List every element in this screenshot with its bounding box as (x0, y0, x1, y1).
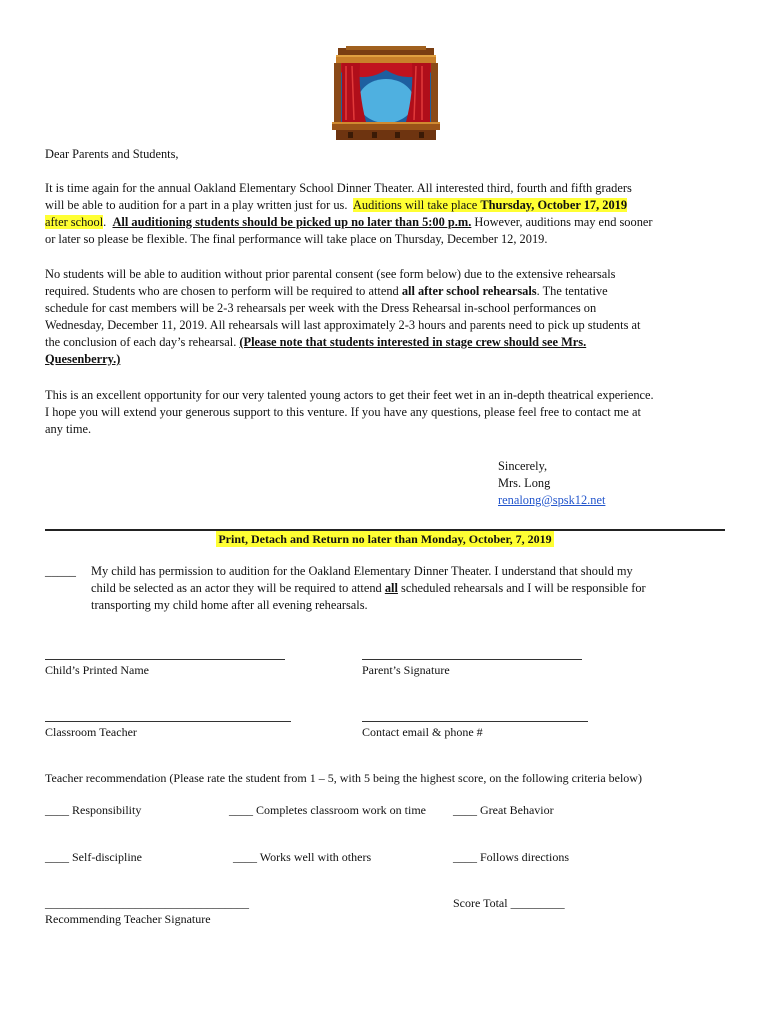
p3-line1: This is an excellent opportunity for our very talented young actors to get their feet wet in an in-depth theatrical experience. (45, 388, 654, 402)
p1-line4: or later so please be flexible. The final performance will take place on Thursday, December 12, 2019. (45, 232, 548, 246)
consent-line3: transporting my child home after all evening rehearsals. (91, 598, 368, 612)
recommending-signature-label: Recommending Teacher Signature (45, 912, 211, 926)
signer-name: Mrs. Long (498, 476, 551, 490)
classroom-teacher-line[interactable] (45, 721, 291, 722)
p2-line3: schedule for cast members will be 2-3 rehearsals per week with the Dress Rehearsal in-school performances on (45, 301, 597, 315)
theater-stage-icon (332, 46, 440, 140)
criterion-classroom-work: ____ Completes classroom work on time (229, 803, 426, 817)
recommendation-intro: Teacher recommendation (Please rate the student from 1 – 5, with 5 being the highest score, on the following criteria below) (45, 771, 642, 785)
p3-line2: I hope you will extend your generous support to this venture. If you have any questions, please feel free to contact me at (45, 405, 641, 419)
criterion-self-discipline: ____ Self-discipline (45, 850, 142, 864)
greeting: Dear Parents and Students, (45, 147, 179, 161)
p1-line1: It is time again for the annual Oakland Elementary School Dinner Theater. All interested third, fourth and fifth graders (45, 181, 632, 195)
contact-line[interactable] (362, 721, 588, 722)
p2-line2: required. Students who are chosen to perform will be required to attend all after school rehearsals. The tentative (45, 284, 608, 298)
pickup-notice: All auditioning students should be picked up no later than 5:00 p.m. (112, 215, 472, 229)
criterion-behavior: ____ Great Behavior (453, 803, 554, 817)
p2-line1: No students will be able to audition without prior parental consent (see form below) due to the extensive rehearsals (45, 267, 616, 281)
slip-title: Print, Detach and Return no later than Monday, October, 7, 2019 (218, 532, 552, 546)
criterion-follows-directions: ____ Follows directions (453, 850, 569, 864)
consent-line1: My child has permission to audition for the Oakland Elementary Dinner Theater. I understand that should my (91, 564, 633, 578)
criterion-responsibility: ____ Responsibility (45, 803, 142, 817)
criterion-works-with-others: ____ Works well with others (233, 850, 372, 864)
p1-line3: after school. All auditioning students should be picked up no later than 5:00 p.m. However, auditions may end sooner (45, 215, 653, 229)
p2-line4: Wednesday, December 11, 2019. All rehearsals will last approximately 2-3 hours and parents need to pick up students at (45, 318, 641, 332)
parent-signature-label: Parent’s Signature (362, 663, 450, 677)
p2-line6: Quesenberry.) (45, 352, 121, 366)
child-name-line[interactable] (45, 659, 285, 660)
closing: Sincerely, (498, 459, 548, 473)
consent-blank: _____ (45, 564, 76, 578)
recommending-signature-line[interactable]: __________________________________ (45, 896, 249, 910)
email-link[interactable]: renalong@spsk12.net (498, 493, 606, 507)
p2-line5: the conclusion of each day’s rehearsal. (Please note that students interested in stage crew should see Mrs. (45, 335, 587, 349)
p1-line2: will be able to audition for a part in a play written just for us. Auditions will take place Thursday, October 17, 2019 (45, 198, 628, 212)
score-total: Score Total _________ (453, 896, 565, 910)
audition-date-highlight: Auditions will take place Thursday, October 17, 2019 (352, 198, 628, 212)
consent-line2: child be selected as an actor they will be required to attend all scheduled rehearsals and I will be responsible for (91, 581, 646, 595)
p3-line3: any time. (45, 422, 92, 436)
parent-signature-line[interactable] (362, 659, 582, 660)
classroom-teacher-label: Classroom Teacher (45, 725, 137, 739)
contact-label: Contact email & phone # (362, 725, 483, 739)
stage-crew-note: (Please note that students interested in stage crew should see Mrs. (239, 335, 587, 349)
child-name-label: Child’s Printed Name (45, 663, 149, 677)
